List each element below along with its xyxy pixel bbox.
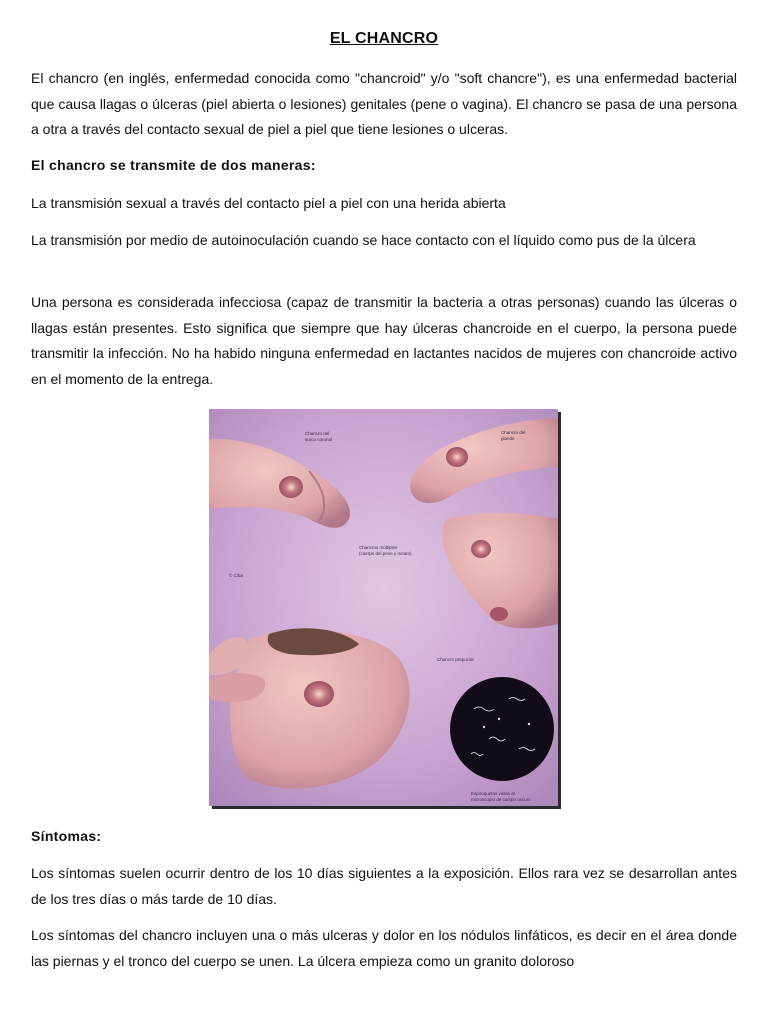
label-top-left-2: surco coronal (305, 437, 333, 442)
label-signature: © Ciba (229, 573, 243, 578)
medical-illustration (209, 409, 558, 806)
label-bottom-2: microscopio de campo oscuro (471, 797, 531, 802)
transmission-heading: El chancro se transmite de dos maneras: (31, 157, 316, 173)
document-title: EL CHANCRO (329, 30, 439, 47)
intro-paragraph: El chancro (en inglés, enfermedad conocida como "chancroid" y/o "soft chancre"), es una enfermedad bacterial que causa llagas o úlceras (piel abierta o lesiones) genitales (pene o vagina). El chancro se pasa de una persona a otra a través del contacto sexual de piel a piel que tiene lesiones o ulceras. (31, 70, 737, 137)
medical-illustration-icon (209, 409, 558, 806)
label-middle: Chancros múltiples (359, 545, 398, 550)
label-top-right-2: glande (501, 436, 515, 441)
symptoms-paragraph-1: Los síntomas suelen ocurrir dentro de los 10 días siguientes a la exposición. Ellos rara vez se desarrollan antes de los tres días o más tarde de 10 días. (31, 865, 737, 907)
label-top-right: Chancro del (501, 430, 526, 435)
label-bottom: Espiroquetas vistas al (471, 791, 515, 796)
transmission-paragraph-1: La transmisión sexual a través del contacto piel a piel con una herida abierta (31, 195, 506, 211)
infectious-paragraph: Una persona es considerada infecciosa (capaz de transmitir la bacteria a otras personas) cuando las úlceras o llagas están presentes. Esto significa que siempre que hay úlceras chancroide en el cuerpo, la persona puede transmitir la infección. No ha habido ninguna enfermedad en lactantes nacidos de mujeres con chancroide activo en el momento de la entrega. (31, 294, 737, 387)
symptoms-paragraph-2: Los síntomas del chancro incluyen una o más ulceras y dolor en los nódulos linfáticos, es decir en el área donde las piernas y el tronco del cuerpo se unen. La úlcera empieza como un granito doloroso (31, 927, 737, 969)
symptoms-heading: Síntomas: (31, 828, 102, 844)
label-top-left: Chancro del (305, 431, 330, 436)
transmission-paragraph-2: La transmisión por medio de autoinoculación cuando se hace contacto con el líquido como pus de la úlcera (31, 232, 696, 248)
label-lower-right: Chancro prepucial (437, 657, 474, 662)
label-middle-2: (cuerpo del pene y meato) (359, 551, 412, 556)
figure-dark-field-drawing (450, 677, 554, 781)
